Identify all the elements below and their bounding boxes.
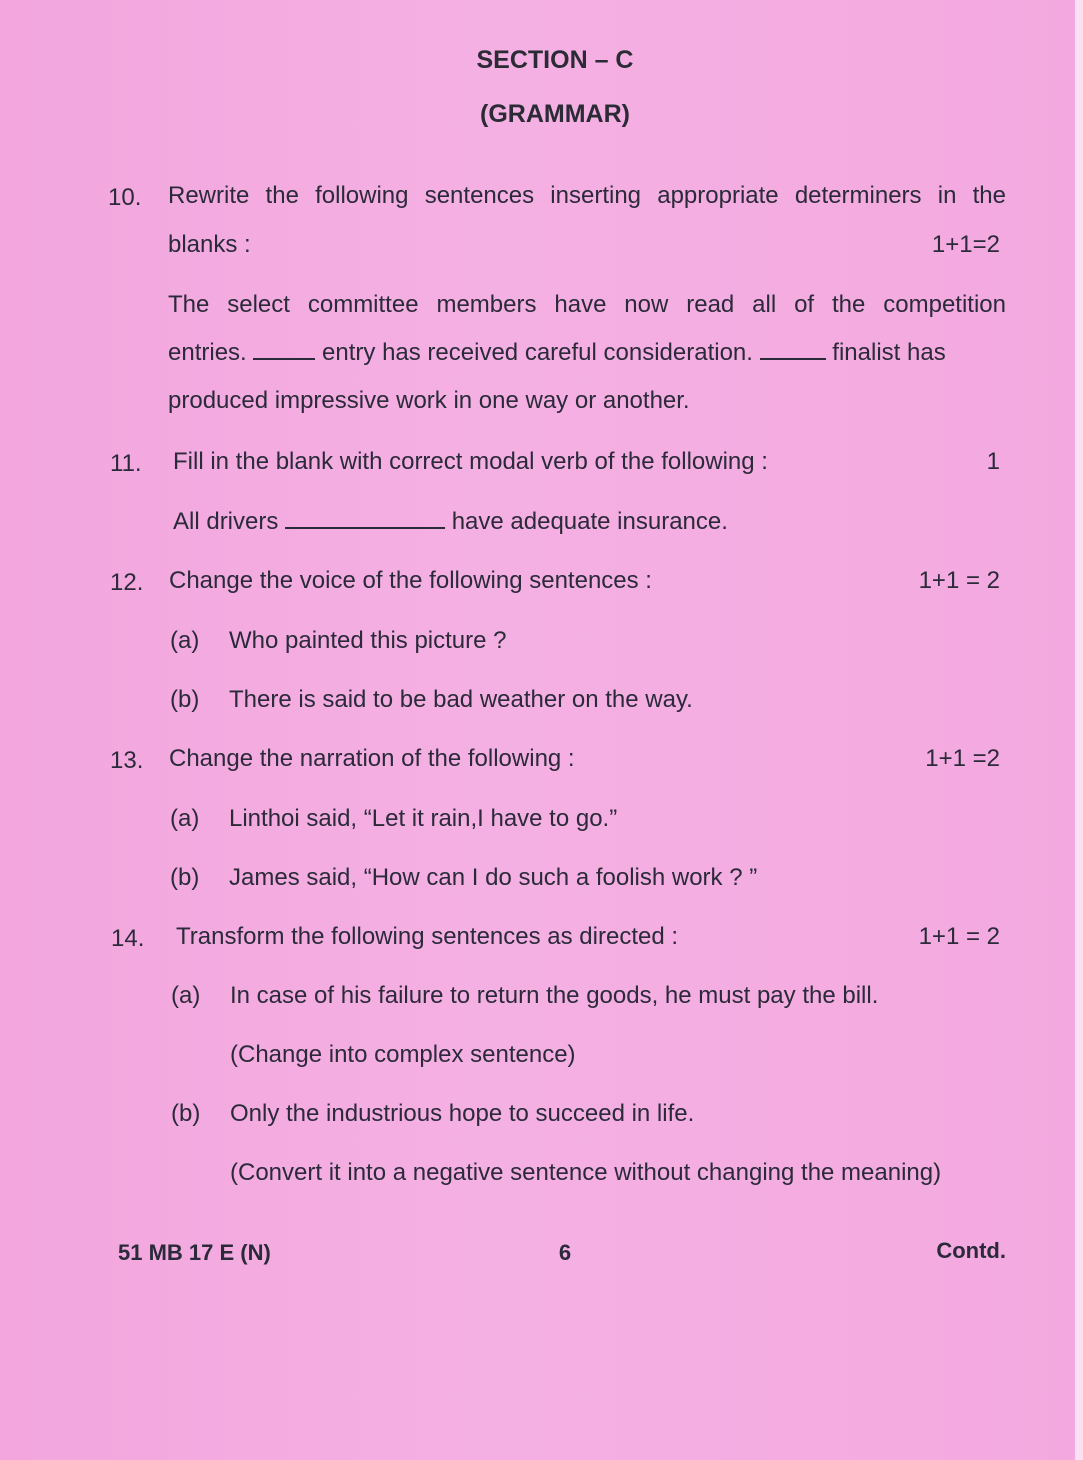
question-13-b-text: James said, “How can I do such a foolish work ? ” (229, 864, 758, 891)
question-13-b-label: (b) (170, 864, 200, 891)
question-12-marks: 1+1 = 2 (918, 567, 1000, 594)
question-14-b-label: (b) (171, 1100, 201, 1127)
question-14-b-text: Only the industrious hope to succeed in life. (230, 1100, 695, 1127)
question-10-prompt-line2: blanks : (168, 231, 251, 258)
question-11-marks: 1 (986, 448, 1000, 475)
determiner-blank-1[interactable] (253, 338, 315, 360)
question-12-a-text: Who painted this picture ? (229, 627, 507, 654)
question-12-number: 12. (110, 569, 144, 596)
question-10-prompt-line1: Rewrite the following sentences inserting appropriate determiners in the (168, 182, 1006, 209)
continued-label: Contd. (936, 1238, 1006, 1263)
question-11-number: 11. (110, 450, 142, 477)
question-13-marks: 1+1 =2 (925, 745, 1000, 772)
question-10-passage-line2 (168, 329, 1008, 377)
question-14-marks: 1+1 = 2 (918, 923, 1000, 950)
question-13-prompt: Change the narration of the following : (169, 745, 575, 772)
question-10-passage-line1: The select committee members have now read all of the competition (168, 291, 1006, 318)
determiner-blank-2[interactable] (760, 338, 826, 360)
modal-verb-blank[interactable] (285, 507, 445, 529)
question-12-a-label: (a) (170, 627, 200, 654)
paper-code: 51 MB 17 E (N) (118, 1240, 271, 1265)
question-14-a-label: (a) (171, 982, 201, 1009)
question-12-prompt: Change the voice of the following sentences : (169, 567, 652, 594)
question-10-passage-line3: produced impressive work in one way or another. (168, 387, 690, 414)
page-number: 6 (558, 1240, 572, 1265)
passage-finalist-text: finalist has (832, 339, 946, 366)
question-12-b-label: (b) (170, 686, 200, 713)
question-14-a-note: (Change into complex sentence) (230, 1041, 576, 1068)
question-10-marks: 1+1=2 (931, 231, 1000, 258)
question-11-sentence-end: have adequate insurance. (451, 508, 728, 535)
page-edge (1075, 0, 1083, 1460)
question-12-b-text: There is said to be bad weather on the way. (229, 686, 693, 713)
question-11-sentence-start: All drivers (173, 508, 279, 535)
passage-entry-text: entry has received careful consideration. (322, 339, 753, 366)
question-11-prompt: Fill in the blank with correct modal verb of the following : (173, 448, 768, 475)
question-14-a-text: In case of his failure to return the goods, he must pay the bill. (230, 982, 879, 1009)
question-14-number: 14. (111, 925, 145, 952)
question-13-a-label: (a) (170, 805, 200, 832)
section-subtitle: (GRAMMAR) (480, 100, 630, 128)
question-14-b-note: (Convert it into a negative sentence without changing the meaning) (230, 1159, 942, 1186)
question-11-sentence (173, 498, 728, 546)
question-14-prompt: Transform the following sentences as directed : (176, 923, 679, 950)
section-title: SECTION – C (476, 46, 634, 74)
question-10-number: 10. (108, 184, 142, 211)
question-13-number: 13. (110, 747, 144, 774)
passage-entries-text: entries. (168, 339, 247, 366)
question-13-a-text: Linthoi said, “Let it rain,I have to go.” (229, 805, 618, 832)
